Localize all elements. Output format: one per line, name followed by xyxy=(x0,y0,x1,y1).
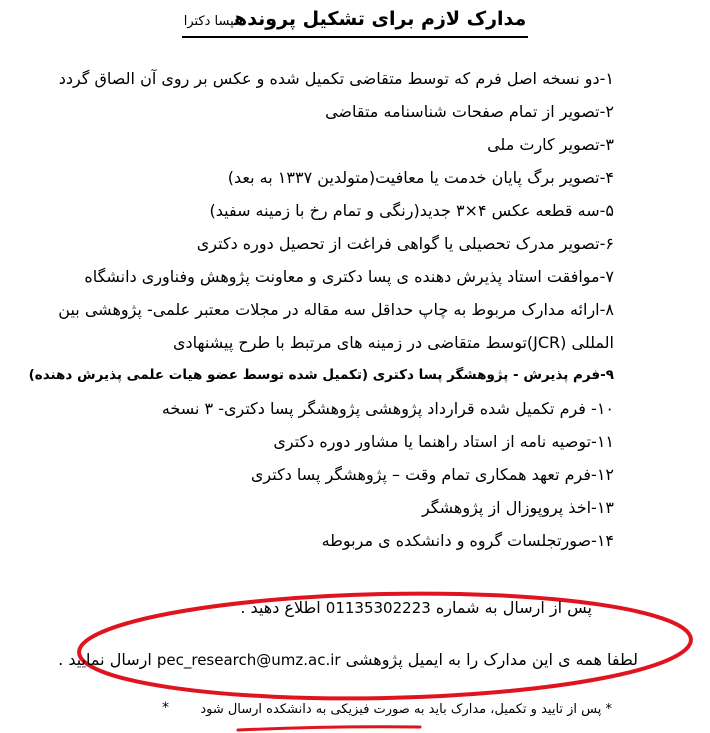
phone-note-prefix: پس از ارسال به شماره xyxy=(435,598,592,617)
list-item: ۱۱-توصیه نامه از استاد راهنما یا مشاور دوره دکتری xyxy=(273,432,614,451)
phone-note-suffix: اطلاع دهید . xyxy=(240,598,321,617)
email-note-suffix: ارسال نمایید . xyxy=(58,650,152,669)
red-underline-annotation xyxy=(238,727,420,730)
list-item: ۱۰- فرم تکمیل شده قرارداد پژوهشی پژوهشگر پسا دکتری- ۳ نسخه xyxy=(161,399,614,418)
list-item: ۴-تصویر برگ پایان خدمت یا معافیت(متولدین ۱۳۳۷ به بعد) xyxy=(227,168,614,187)
title-main: مدارک لازم برای تشکیل پرونده xyxy=(234,8,527,30)
list-item: ۱۴-صورتجلسات گروه و دانشکده ی مربوطه xyxy=(321,531,614,550)
list-item: ۸-ارائه مدارک مربوط به چاپ حداقل سه مقاله در مجلات معتبر علمی- پژوهشی بین المللی (JCR)توسط متقاضی در زمینه های مرتبط با طرح پیشنهادی xyxy=(58,300,614,352)
email-note xyxy=(58,650,638,669)
final-note: * پس از تایید و تکمیل، مدارک باید به صورت فیزیکی به دانشکده ارسال شود xyxy=(200,702,612,717)
phone-note xyxy=(240,598,592,617)
list-item: ۱۲-فرم تعهد همکاری تمام وقت – پژوهشگر پسا دکتری xyxy=(250,465,614,484)
list-item: ۳-تصویر کارت ملی xyxy=(487,135,614,154)
email-note-prefix: لطفا همه ی این مدارک را به ایمیل پژوهشی xyxy=(345,650,638,669)
list-item: ۱-دو نسخه اصل فرم که توسط متقاضی تکمیل شده و عکس بر روی آن الصاق گردد xyxy=(58,69,614,88)
list-item: ۶-تصویر مدرک تحصیلی یا گواهی فراغت از تحصیل دوره دکتری xyxy=(196,234,614,253)
list-item: ۷-موافقت استاد پذیرش دهنده ی پسا دکتری و معاونت پژوهش وفناوری دانشگاه xyxy=(84,267,614,286)
list-item: ۹-فرم پذیرش - پژوهشگر پسا دکتری (تکمیل شده توسط عضو هیات علمی پذیرش دهنده) xyxy=(28,367,614,383)
list-item: ۲-تصویر از تمام صفحات شناسنامه متقاضی xyxy=(325,102,614,121)
asterisk-mark: * xyxy=(162,700,169,716)
phone-number: 01135302223 xyxy=(325,599,431,617)
title-suffix: پسا دکترا xyxy=(183,14,235,29)
list-item: ۵-سه قطعه عکس ۴×۳ جدید(رنگی و تمام رخ با زمینه سفید) xyxy=(209,201,614,220)
email-address[interactable]: pec_research@umz.ac.ir xyxy=(156,651,341,669)
list-item: ۱۳-اخذ پروپوزال از پژوهشگر xyxy=(421,498,614,517)
